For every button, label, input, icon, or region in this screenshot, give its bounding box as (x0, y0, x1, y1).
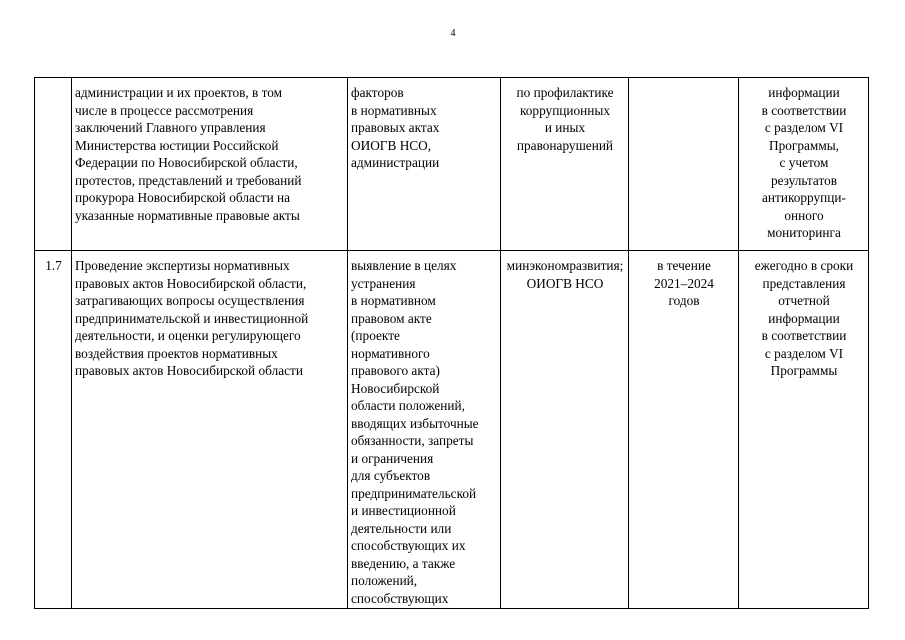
cell-line: по профилактике (516, 85, 614, 100)
cell-line: для субъектов (351, 468, 431, 483)
cell-line: затрагивающих вопросы осуществления (75, 293, 305, 308)
cell-line: выявление в целях (351, 258, 457, 273)
cell-line: с разделом VI (764, 120, 844, 135)
cell-line: и инвестиционной (351, 503, 456, 518)
cell-line: 2021–2024 (654, 275, 714, 291)
cell-line: ОИОГВ НСО (526, 275, 604, 291)
measures-table (34, 77, 869, 609)
cell-line: с учетом (779, 155, 829, 170)
cell-report (739, 78, 869, 251)
cell-line: результатов (770, 172, 838, 188)
cell-line: онного (784, 207, 824, 223)
cell-line: информации (768, 85, 840, 100)
cell-line: ежегодно в сроки (754, 258, 854, 273)
cell-line: положений, (351, 573, 418, 588)
cell-line: (проекте (351, 328, 400, 343)
cell-line: заключений Главного управления (75, 120, 266, 135)
cell-line: правовых актов Новосибирской области, (75, 275, 307, 291)
cell-line: с разделом VI (764, 345, 844, 361)
cell-line: представления (762, 275, 846, 291)
cell-line: деятельности или (351, 520, 452, 536)
cell-line: Программы, (769, 137, 839, 153)
cell-line: Федерации по Новосибирской области, (75, 155, 298, 170)
cell-line: деятельности, и оценки регулирующего (75, 328, 301, 343)
cell-line: администрации (351, 155, 440, 170)
cell-line: области положений, (351, 398, 465, 413)
cell-line: отчетной (778, 293, 830, 308)
cell-line: в течение (657, 258, 711, 273)
cell-line: в соответствии (761, 328, 847, 343)
cell-line: предпринимательской (351, 485, 477, 501)
cell-line: администрации и их проектов, в том (75, 85, 283, 100)
cell-line: числе в процессе рассмотрения (75, 102, 254, 118)
cell-line: обязанности, запреты (351, 433, 474, 448)
cell-line: нормативного (351, 345, 430, 361)
cell-line: в нормативном (351, 293, 436, 308)
cell-line: правонарушений (516, 137, 614, 153)
cell-line: коррупционных (519, 102, 610, 118)
table-row-1-7 (35, 251, 869, 609)
cell-line: ОИОГВ НСО, (351, 137, 432, 153)
cell-line: Проведение экспертизы нормативных (75, 258, 290, 273)
cell-line: Новосибирской (351, 380, 440, 396)
cell-line: правового акта) (351, 363, 440, 378)
cell-line: правовых актах (351, 120, 440, 135)
cell-term (629, 251, 739, 609)
cell-line: прокурора Новосибирской области на (75, 190, 291, 205)
cell-line: факторов (351, 85, 404, 100)
cell-number (35, 78, 72, 251)
cell-executor (501, 78, 629, 251)
cell-line: мониторинга (767, 225, 841, 240)
cell-line: предпринимательской и инвестиционной (75, 310, 309, 326)
cell-line: воздействия проектов нормативных (75, 345, 278, 361)
cell-term (629, 78, 739, 251)
cell-report (739, 251, 869, 609)
cell-description (72, 78, 348, 251)
cell-goal (348, 78, 501, 251)
cell-line: правовых актов Новосибирской области (75, 363, 303, 378)
cell-line: протестов, представлений и требований (75, 172, 302, 188)
cell-number: 1.7 (35, 251, 72, 609)
cell-line: и иных (544, 120, 586, 135)
cell-line: и ограничения (351, 450, 434, 466)
table-row-continuation (35, 78, 869, 251)
cell-executor (501, 251, 629, 609)
cell-description (72, 251, 348, 609)
cell-line: минэкономразвития; (506, 258, 624, 273)
cell-line: Программы (770, 363, 838, 378)
cell-line: вводящих избыточные (351, 415, 479, 431)
cell-line: способствующих (351, 590, 449, 606)
cell-line: годов (668, 293, 700, 308)
cell-line: введению, а также (351, 555, 456, 571)
cell-line: Министерства юстиции Российской (75, 137, 279, 153)
cell-line: устранения (351, 275, 416, 291)
cell-line: антикоррупци- (762, 190, 846, 205)
cell-line: правовом акте (351, 310, 432, 326)
cell-line: в соответствии (761, 102, 847, 118)
cell-line: информации (768, 310, 840, 326)
cell-line: способствующих их (351, 538, 466, 553)
cell-line: указанные нормативные правовые акты (75, 207, 300, 223)
cell-line: в нормативных (351, 102, 437, 118)
page-number: 4 (450, 28, 456, 39)
cell-goal (348, 251, 501, 609)
